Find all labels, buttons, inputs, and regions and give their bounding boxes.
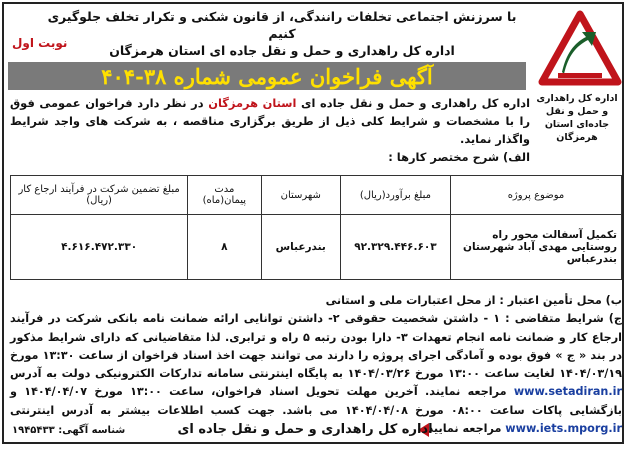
title-banner	[8, 62, 526, 90]
col-header: مبلغ تضمین شرکت در فرآیند ارجاع کار (ریال)	[11, 176, 188, 215]
intro-org-red: استان هرمزگان	[208, 96, 297, 110]
table-header-row	[11, 176, 622, 215]
org-title: اداره کل راهداری و حمل و نقل جاده ای استان هرمزگان	[109, 43, 455, 58]
intro-part1: اداره کل راهداری و حمل و نقل جاده ای	[296, 96, 531, 110]
section-a-heading: الف) شرح مختصر کارها :	[388, 150, 530, 164]
setad-link[interactable]: www.setadiran.ir	[513, 385, 622, 399]
conditions-text-2: مراجعه نمایند. آخرین مهلت تحویل اسناد فراخوان، ساعت ۱۳:۰۰ مورخ ۱۴۰۴/۰۴/۰۷ و بازگشایی پاکات ساعت ۰۸:۰۰ مورخ ۱۴۰۴/۰۴/۰۸ می باشد. جهت کسب اطلاعات بیشتر به آدرس اینترنتی	[10, 385, 622, 417]
publication-round: نوبت اول	[12, 36, 68, 50]
col-header: مدت پیمان(ماه)	[188, 176, 261, 215]
ad-identifier: شناسه آگهی: ۱۹۴۵۴۳۳	[12, 425, 126, 436]
header-motto	[42, 8, 522, 59]
motto-line: با سرزنش اجتماعی تخلفات رانندگی، از قانون شکنی و تکرار تخلف جلوگیری کنیم	[47, 9, 517, 41]
col-header: مبلغ برآورد(ریال)	[340, 176, 450, 215]
col-header: شهرستان	[261, 176, 340, 215]
col-header: موضوع پروژه	[450, 176, 621, 215]
table-cell: تکمیل آسفالت محور راه روستایی مهدی آباد شهرستان بندرعباس	[450, 215, 621, 280]
table-cell: ۸	[188, 215, 261, 280]
applicant-conditions	[10, 310, 622, 438]
table-row	[11, 215, 622, 280]
conditions-text: ج) شرایط متقاضی : ۱ - داشتن شخصیت حقوقی ۲- داشتن توانایی ارائه ضمانت نامه بانکی شرکت در فرآیند ارجاع کار و ضمانت نامه انجام تعهدات ۳- دارا بودن رتبه ۵ راه و ترابری. لذا متقاضیانی که دارای شرایط مذکور در بند « ج » فوق بوده و آمادگی اجرای پروژه را دارند می توانند جهت اخذ اسناد فراخوان از ساعت ۱۳:۳۰ مورخ ۱۴۰۴/۰۳/۱۹ لغایت ساعت ۱۳:۰۰ مورخ ۱۴۰۴/۰۳/۲۶ به پایگاه اینترنتی سامانه تدارکات الکترونیکی دولت به آدرس	[10, 312, 623, 381]
table-cell: بندرعباس	[261, 215, 340, 280]
intro-paragraph	[10, 94, 530, 166]
conditions-block	[10, 292, 622, 438]
table-cell: ۴.۶۱۶.۴۷۲.۳۳۰	[11, 215, 188, 280]
projects-table	[10, 175, 622, 280]
table-cell: ۹۲.۳۲۹.۴۴۶.۶۰۳	[340, 215, 450, 280]
banner-title: آگهی فراخوان عمومی شماره ۳۸-۴۰۴	[101, 63, 433, 89]
intro-part2: در نظر دارد فراخوان عمومی فوق را با مشخصات و شرایط کلی ذیل از طریق برگزاری مناقصه ، به شرکت های واجد شرایط واگذار نماید.	[10, 96, 530, 146]
footer-org-name: اداره کل راهداری و حمل و نقل جاده ای	[177, 422, 433, 437]
conditions-text-3: مراجعه نمایید.	[423, 422, 502, 436]
rmto-logo-icon	[538, 10, 622, 90]
funding-source: ب) محل تأمین اعتبار : از محل اعتبارات ملی و استانی	[325, 294, 622, 307]
iets-link[interactable]: www.iets.mporg.ir	[505, 422, 622, 436]
side-org-name: اداره کل راهداری و حمل و نقل جاده‌ای استان هرمزگان	[536, 93, 618, 143]
